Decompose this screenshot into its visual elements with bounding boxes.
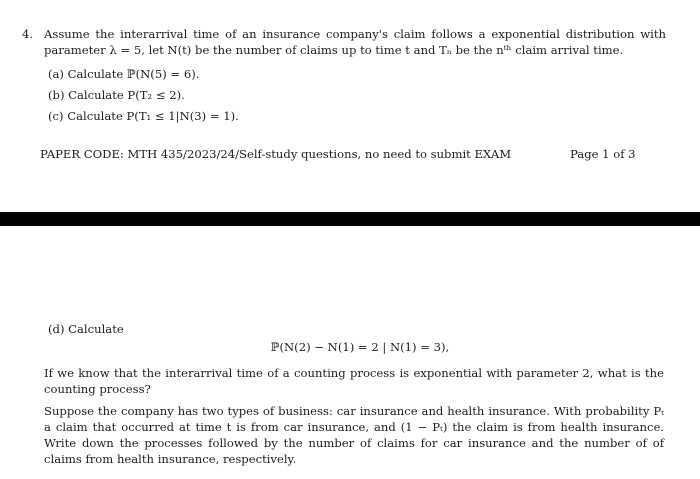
page-1-bottom [0, 0, 700, 212]
question-part-a: (a) Calculate ℙ(N(5) = 6). [48, 67, 200, 81]
paper-code-footer: PAPER CODE: MTH 435/2023/24/Self-study questions, no need to submit EXAM [40, 147, 512, 161]
question-part-d-formula: ℙ(N(2) − N(1) = 2 | N(1) = 3), [270, 340, 450, 354]
question-part-c: (c) Calculate P(T₁ ≤ 1|N(3) = 1). [48, 109, 239, 123]
two-business-question: Suppose the company has two types of business: car insurance and health insurance. With probability Pₜ a claim that occurred at time t is from car insurance, and (1 − Pₜ) the claim is from health insurance. Write down the processes followed by the number of claims for car insurance and the number of of claims from health insurance, respectively. [44, 404, 664, 466]
question-text: Assume the interarrival time of an insurance company's claim follows a exponential distribution with parameter λ = 5, let N(t) be the number of claims up to time t and Tₙ be the nᵗʰ claim arrival time. [44, 27, 666, 57]
question-part-b: (b) Calculate P(T₂ ≤ 2). [48, 88, 185, 102]
question-part-d-label: (d) Calculate [48, 322, 124, 336]
question-number: 4. [22, 27, 34, 41]
page-number: Page 1 of 3 [570, 147, 636, 161]
counting-process-question: If we know that the interarrival time of a counting process is exponential with parameter 2, what is the counting process? [44, 366, 664, 396]
page-divider [0, 212, 700, 226]
